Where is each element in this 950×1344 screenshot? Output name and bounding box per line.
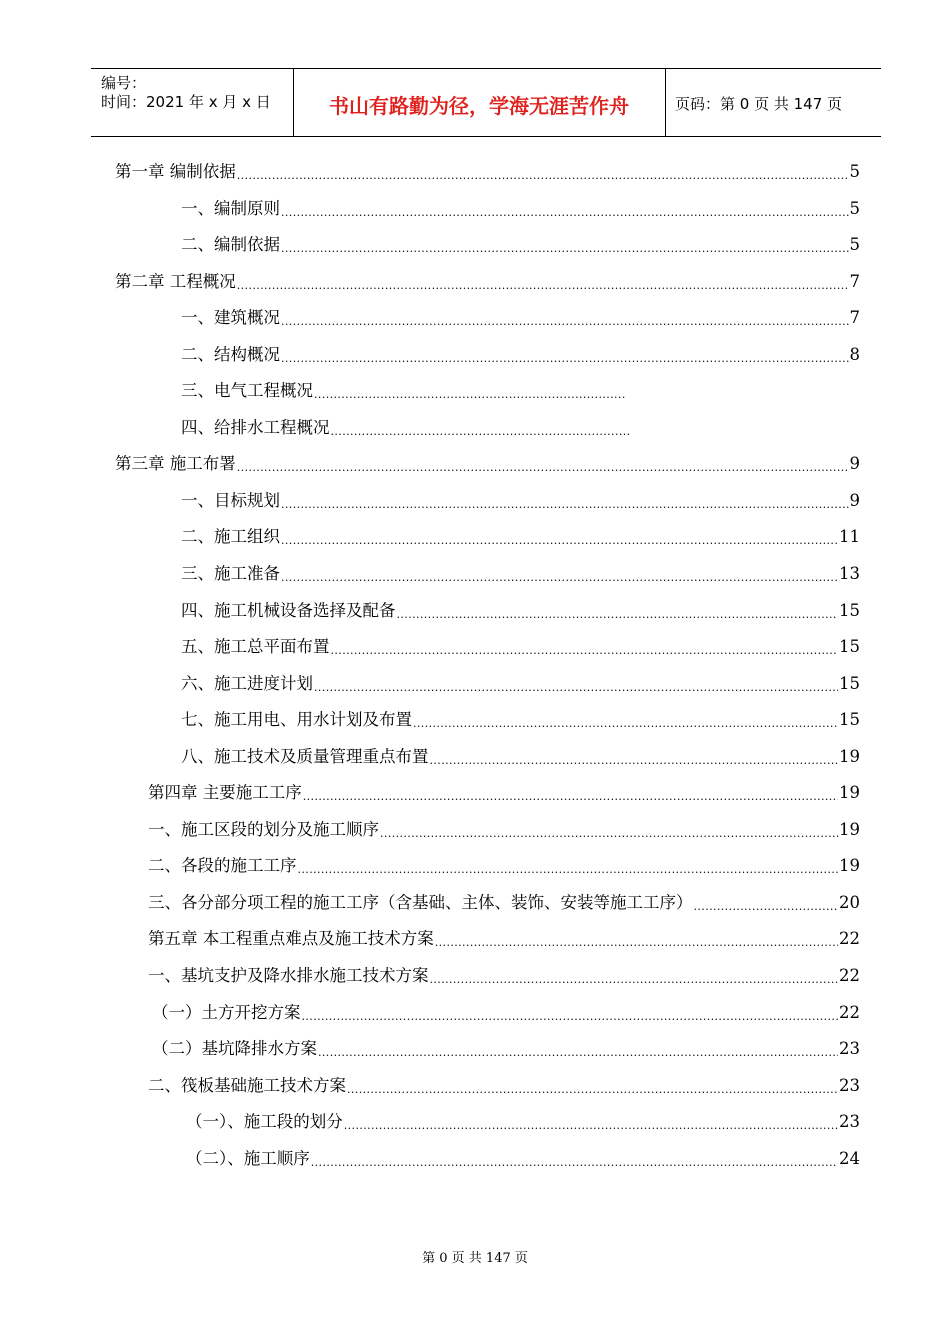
toc-entry-page: 19 bbox=[839, 747, 860, 766]
toc-entry-title: 六、施工进度计划 bbox=[181, 674, 313, 693]
toc-entry[interactable] bbox=[148, 892, 860, 914]
toc-leader-dots bbox=[281, 563, 838, 585]
toc-leader-dots bbox=[347, 1075, 838, 1097]
toc-leader-dots bbox=[430, 965, 839, 987]
page-footer: 第 0 页 共 147 页 bbox=[422, 1251, 528, 1266]
toc-leader-dots bbox=[435, 928, 838, 950]
toc-entry[interactable] bbox=[181, 307, 860, 329]
toc-entry-title: 七、施工用电、用水计划及布置 bbox=[181, 710, 412, 729]
toc-leader-dots bbox=[281, 344, 849, 366]
toc-entry[interactable] bbox=[148, 1075, 860, 1097]
toc-entry-page: 9 bbox=[849, 491, 860, 510]
toc-entry-page: 7 bbox=[849, 308, 860, 327]
document-time-label: 时间：2021 年 x 月 x 日 bbox=[101, 93, 271, 111]
toc-entry-page: 7 bbox=[849, 272, 860, 291]
toc-entry-page: 22 bbox=[839, 966, 860, 985]
toc-entry-title: 一、施工区段的划分及施工顺序 bbox=[148, 820, 379, 839]
toc-leader-dots bbox=[413, 709, 838, 731]
toc-leader-dots bbox=[281, 526, 838, 548]
toc-entry-page: 5 bbox=[849, 199, 860, 218]
toc-entry[interactable] bbox=[148, 819, 860, 841]
toc-entry-title: 二、施工组织 bbox=[181, 527, 280, 546]
toc-entry-title: 四、给排水工程概况 bbox=[181, 418, 330, 437]
toc-entry[interactable] bbox=[148, 855, 860, 877]
toc-entry-title: 第三章 施工布署 bbox=[115, 454, 236, 473]
toc-leader-dots bbox=[237, 161, 849, 183]
toc-leader-dots bbox=[314, 380, 626, 402]
toc-leader-dots bbox=[298, 855, 839, 877]
toc-entry-title: 二、结构概况 bbox=[181, 345, 280, 364]
toc-leader-dots bbox=[237, 271, 849, 293]
toc-entry-title: 一、目标规划 bbox=[181, 491, 280, 510]
toc-leader-dots bbox=[302, 1002, 839, 1024]
toc-entry-title: 八、施工技术及质量管理重点布置 bbox=[181, 747, 429, 766]
toc-leader-dots bbox=[331, 636, 839, 658]
toc-entry[interactable] bbox=[181, 746, 860, 768]
toc-entry-page: 15 bbox=[839, 674, 860, 693]
toc-entry-page: 19 bbox=[839, 783, 860, 802]
toc-entry-title: 二、编制依据 bbox=[181, 235, 280, 254]
toc-leader-dots bbox=[314, 673, 838, 695]
toc-entry-title: 三、电气工程概况 bbox=[181, 381, 313, 400]
toc-entry[interactable] bbox=[115, 271, 860, 293]
toc-entry-title: 四、施工机械设备选择及配备 bbox=[181, 601, 396, 620]
toc-entry-title: 第四章 主要施工工序 bbox=[148, 783, 302, 802]
toc-entry-title: （一）土方开挖方案 bbox=[152, 1003, 301, 1022]
toc-leader-dots bbox=[311, 1148, 838, 1170]
toc-entry-title: 第五章 本工程重点难点及施工技术方案 bbox=[148, 929, 434, 948]
toc-entry-title: （二）基坑降排水方案 bbox=[152, 1039, 317, 1058]
toc-entry[interactable] bbox=[181, 380, 860, 402]
toc-entry-title: （一）、施工段的划分 bbox=[186, 1112, 343, 1131]
toc-entry-title: 三、各分部分项工程的施工工序（含基础、主体、装饰、安装等施工工序） bbox=[148, 893, 693, 912]
toc-leader-dots bbox=[694, 892, 839, 914]
toc-entry-title: 三、施工准备 bbox=[181, 564, 280, 583]
toc-entry-title: 第二章 工程概况 bbox=[115, 272, 236, 291]
header-page-cell bbox=[666, 69, 881, 136]
toc-entry[interactable] bbox=[181, 636, 860, 658]
toc-entry[interactable] bbox=[181, 344, 860, 366]
page-header bbox=[91, 68, 881, 137]
toc-entry[interactable] bbox=[181, 600, 860, 622]
toc-entry-page: 19 bbox=[839, 856, 860, 875]
toc-entry[interactable] bbox=[152, 1038, 860, 1060]
toc-entry[interactable] bbox=[181, 490, 860, 512]
toc-entry-title: 二、各段的施工工序 bbox=[148, 856, 297, 875]
toc-entry[interactable] bbox=[148, 928, 860, 950]
toc-entry-page: 22 bbox=[839, 1003, 860, 1022]
toc-entry[interactable] bbox=[181, 234, 860, 256]
toc-entry[interactable] bbox=[181, 673, 860, 695]
toc-entry-page: 15 bbox=[839, 710, 860, 729]
toc-entry-title: （二）、施工顺序 bbox=[186, 1149, 310, 1168]
header-motto-cell bbox=[293, 69, 666, 136]
toc-leader-dots bbox=[281, 198, 849, 220]
toc-entry[interactable] bbox=[115, 161, 860, 183]
toc-leader-dots bbox=[430, 746, 839, 768]
toc-leader-dots bbox=[318, 1038, 838, 1060]
toc-leader-dots bbox=[303, 782, 838, 804]
toc-entry[interactable] bbox=[181, 563, 860, 585]
toc-entry[interactable] bbox=[186, 1148, 860, 1170]
toc-leader-dots bbox=[331, 417, 631, 439]
toc-entry-page: 23 bbox=[839, 1076, 860, 1095]
toc-entry-page: 19 bbox=[839, 820, 860, 839]
toc-entry-title: 五、施工总平面布置 bbox=[181, 637, 330, 656]
toc-leader-dots bbox=[281, 234, 849, 256]
header-motto: 书山有路勤为径，学海无涯苦作舟 bbox=[329, 94, 629, 118]
toc-entry-title: 一、基坑支护及降水排水施工技术方案 bbox=[148, 966, 429, 985]
toc-entry-page: 11 bbox=[839, 527, 860, 546]
toc-leader-dots bbox=[397, 600, 839, 622]
toc-entry-page: 15 bbox=[839, 637, 860, 656]
toc-leader-dots bbox=[237, 453, 849, 475]
toc-entry[interactable] bbox=[152, 1002, 860, 1024]
toc-entry-page: 23 bbox=[839, 1039, 860, 1058]
toc-entry-page: 15 bbox=[839, 601, 860, 620]
toc-entry-page: 23 bbox=[839, 1112, 860, 1131]
toc-entry[interactable] bbox=[181, 526, 860, 548]
toc-entry-page: 24 bbox=[839, 1149, 860, 1168]
toc-entry-page: 22 bbox=[839, 929, 860, 948]
toc-entry-title: 一、编制原则 bbox=[181, 199, 280, 218]
toc-entry[interactable] bbox=[115, 453, 860, 475]
document-number-label: 编号： bbox=[101, 74, 147, 92]
toc-entry-page: 5 bbox=[849, 235, 860, 254]
header-info-cell bbox=[91, 69, 294, 136]
toc-entry[interactable] bbox=[181, 198, 860, 220]
toc-entry[interactable] bbox=[186, 1111, 860, 1133]
toc-entry-title: 二、筏板基础施工技术方案 bbox=[148, 1076, 346, 1095]
toc-entry-title: 一、建筑概况 bbox=[181, 308, 280, 327]
toc-entry-title: 第一章 编制依据 bbox=[115, 162, 236, 181]
toc-entry[interactable] bbox=[181, 417, 860, 439]
toc-entry[interactable] bbox=[181, 709, 860, 731]
toc-leader-dots bbox=[380, 819, 838, 841]
toc-leader-dots bbox=[281, 490, 849, 512]
toc-entry[interactable] bbox=[148, 965, 860, 987]
toc-leader-dots bbox=[344, 1111, 838, 1133]
header-page-code: 页码：第 0 页 共 147 页 bbox=[675, 95, 843, 113]
toc-leader-dots bbox=[281, 307, 849, 329]
toc-entry-page: 8 bbox=[849, 345, 860, 364]
toc-entry-page: 5 bbox=[849, 162, 860, 181]
toc-entry-page: 13 bbox=[839, 564, 860, 583]
toc-entry-page: 9 bbox=[849, 454, 860, 473]
toc-entry[interactable] bbox=[148, 782, 860, 804]
toc-entry-page: 20 bbox=[839, 893, 860, 912]
